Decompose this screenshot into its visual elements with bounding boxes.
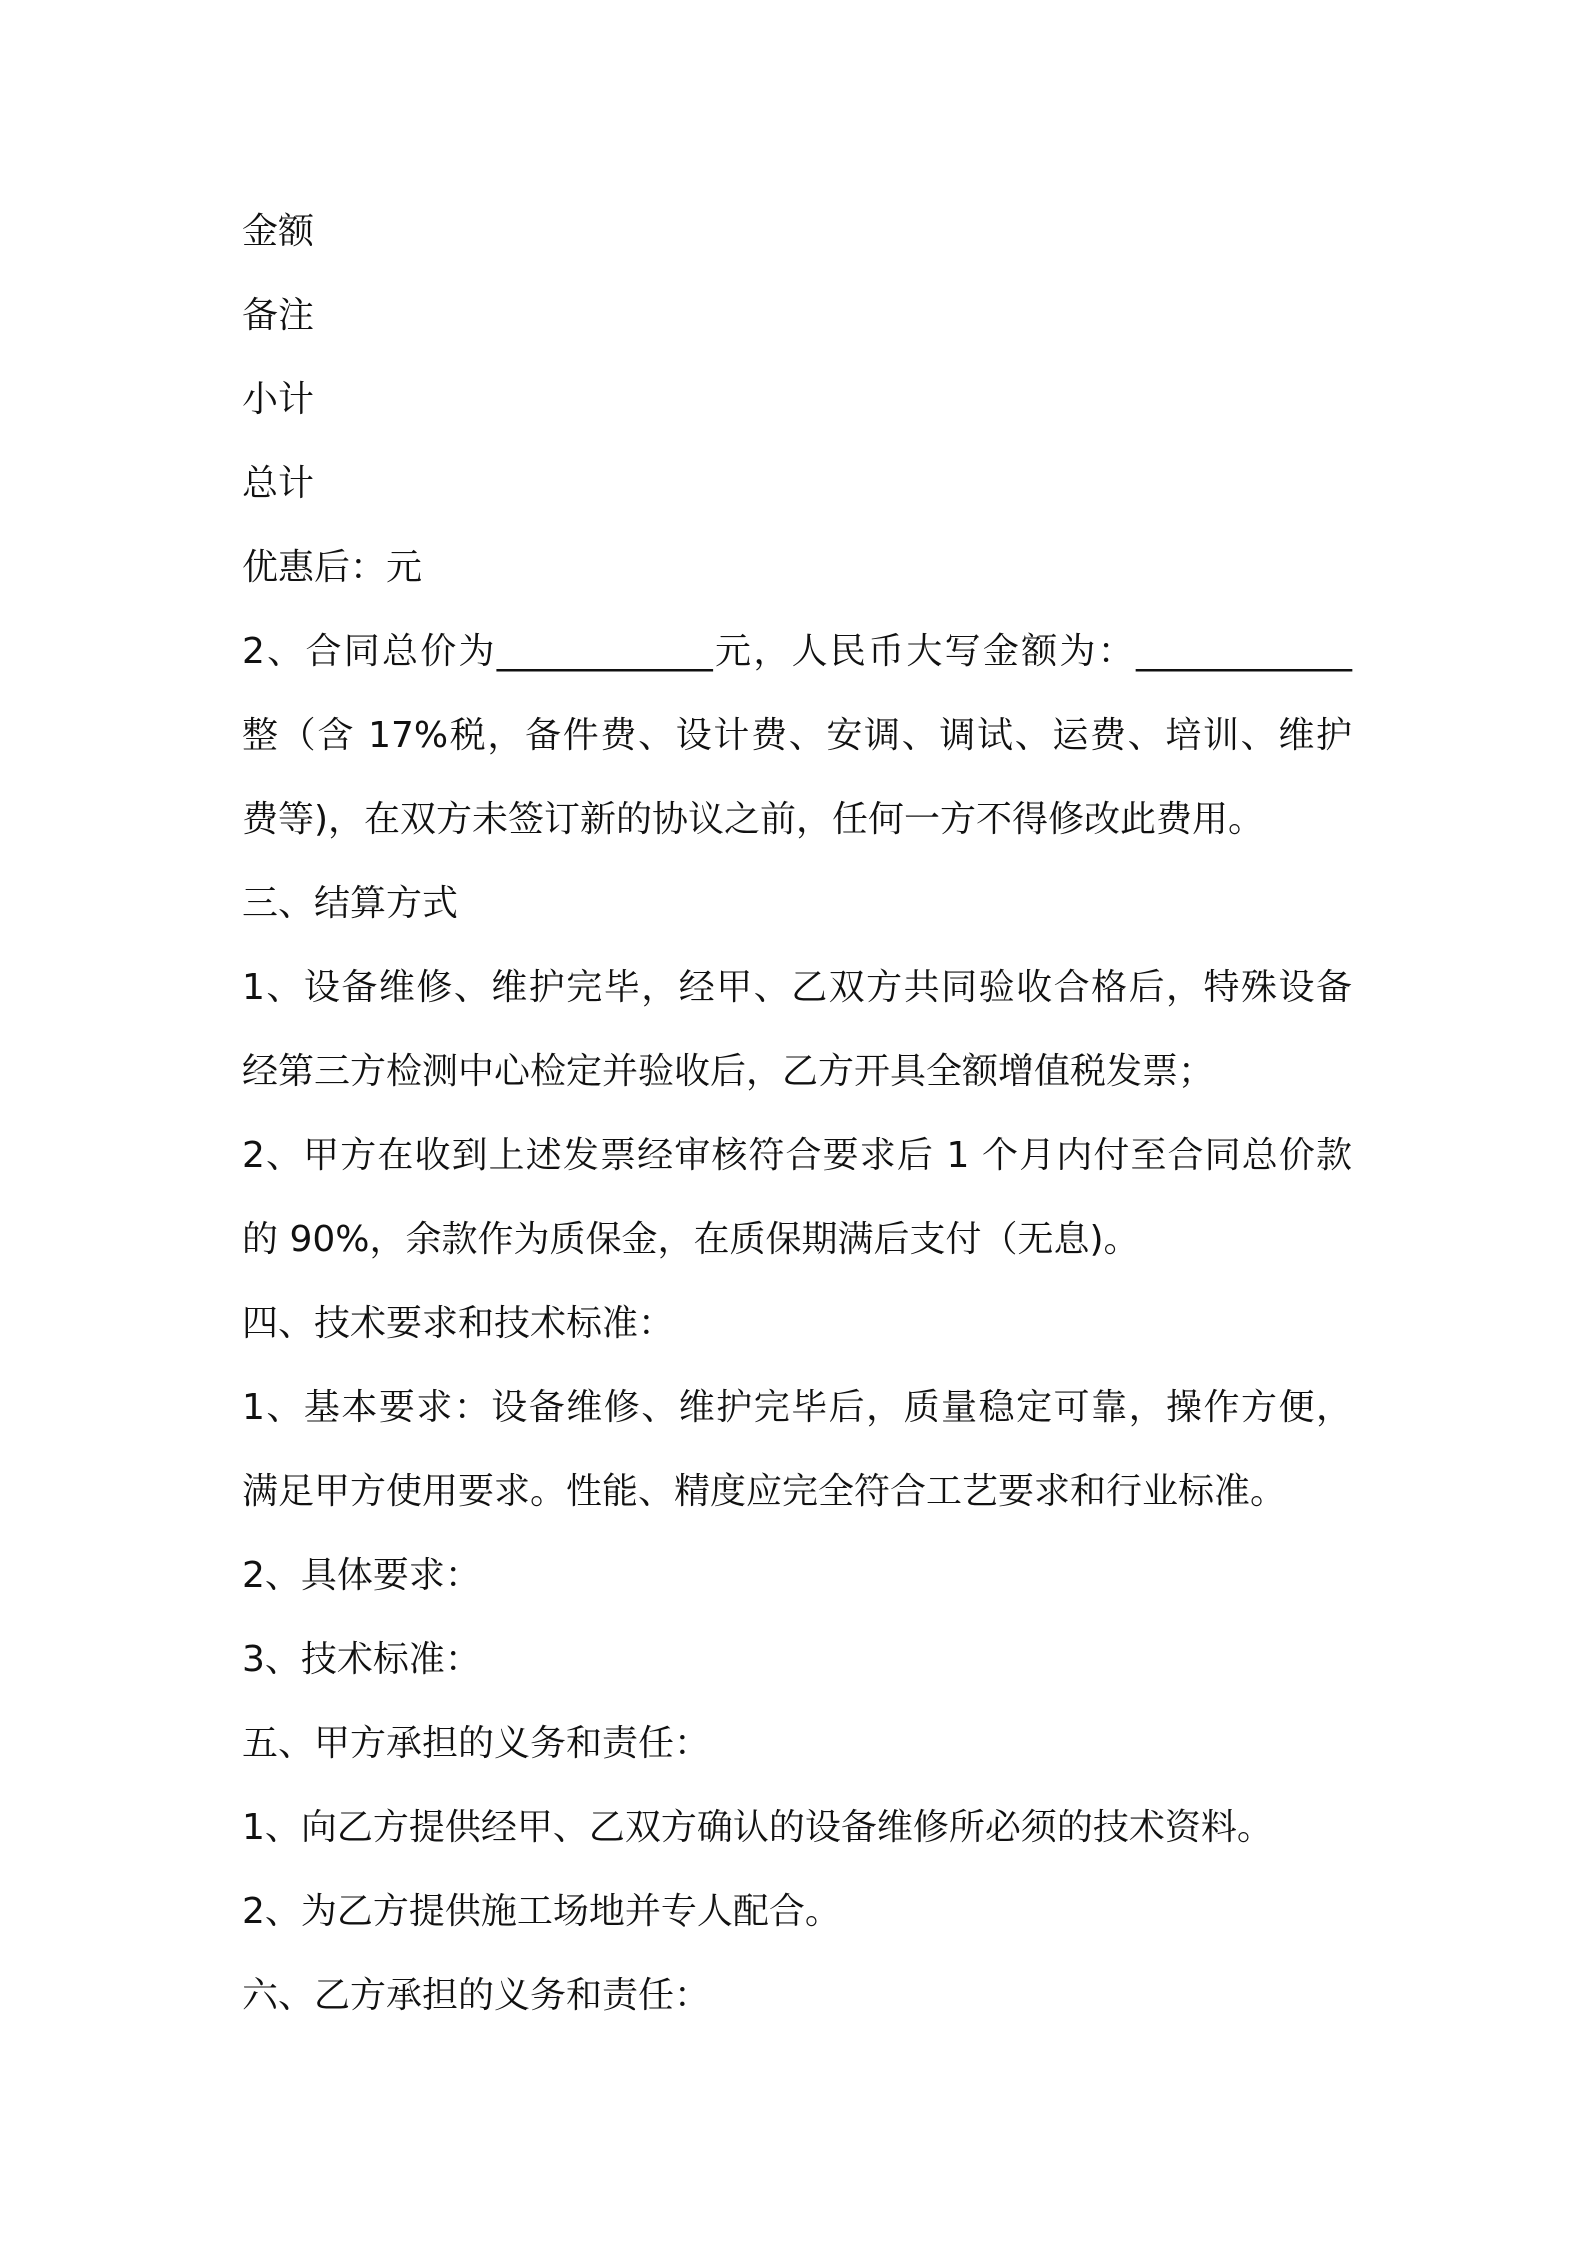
text-line-technical-1b: 满足甲方使用要求。性能、精度应完全符合工艺要求和行业标准。 [242, 1471, 1287, 1512]
document-body [242, 190, 1352, 2038]
text-line-remarks: 备注 [242, 295, 315, 336]
text-line-party-a-2: 2、为乙方提供施工场地并专人配合。 [242, 1891, 841, 1932]
text-line-total: 总计 [242, 463, 315, 504]
text-line-price-includes: 整（含 17%税，备件费、设计费、安调、调试、运费、培训、维护 [242, 715, 1352, 756]
text-line-settlement-2a: 2、甲方在收到上述发票经审核符合要求后 1 个月内付至合同总价款 [242, 1135, 1352, 1176]
section-heading-settlement: 三、结算方式 [242, 883, 459, 924]
section-heading-party-a: 五、甲方承担的义务和责任： [242, 1723, 711, 1764]
text-line-price-no-modify: 费等)，在双方未签订新的协议之前，任何一方不得修改此费用。 [242, 799, 1265, 840]
section-heading-technical: 四、技术要求和技术标准： [242, 1303, 675, 1344]
text-line-technical-1a: 1、基本要求：设备维修、维护完毕后，质量稳定可靠，操作方便， [242, 1387, 1352, 1428]
text-line-technical-3: 3、技术标准： [242, 1639, 481, 1680]
text-line-technical-2: 2、具体要求： [242, 1555, 481, 1596]
text-line-subtotal: 小计 [242, 379, 315, 420]
text-line-settlement-1a: 1、设备维修、维护完毕，经甲、乙双方共同验收合格后，特殊设备 [242, 967, 1352, 1008]
text-line-discounted: 优惠后：元 [242, 547, 423, 588]
section-heading-party-b: 六、乙方承担的义务和责任： [242, 1975, 711, 2016]
text-line-settlement-2b: 的 90%，余款作为质保金，在质保期满后支付（无息)。 [242, 1219, 1140, 1260]
text-line-amount: 金额 [242, 211, 315, 252]
text-line-settlement-1b: 经第三方检测中心检定并验收后，乙方开具全额增值税发票； [242, 1051, 1215, 1092]
text-line-party-a-1: 1、向乙方提供经甲、乙双方确认的设备维修所必须的技术资料。 [242, 1807, 1273, 1848]
text-line-contract-price: 2、合同总价为____________元，人民币大写金额为：____________ [242, 631, 1352, 672]
